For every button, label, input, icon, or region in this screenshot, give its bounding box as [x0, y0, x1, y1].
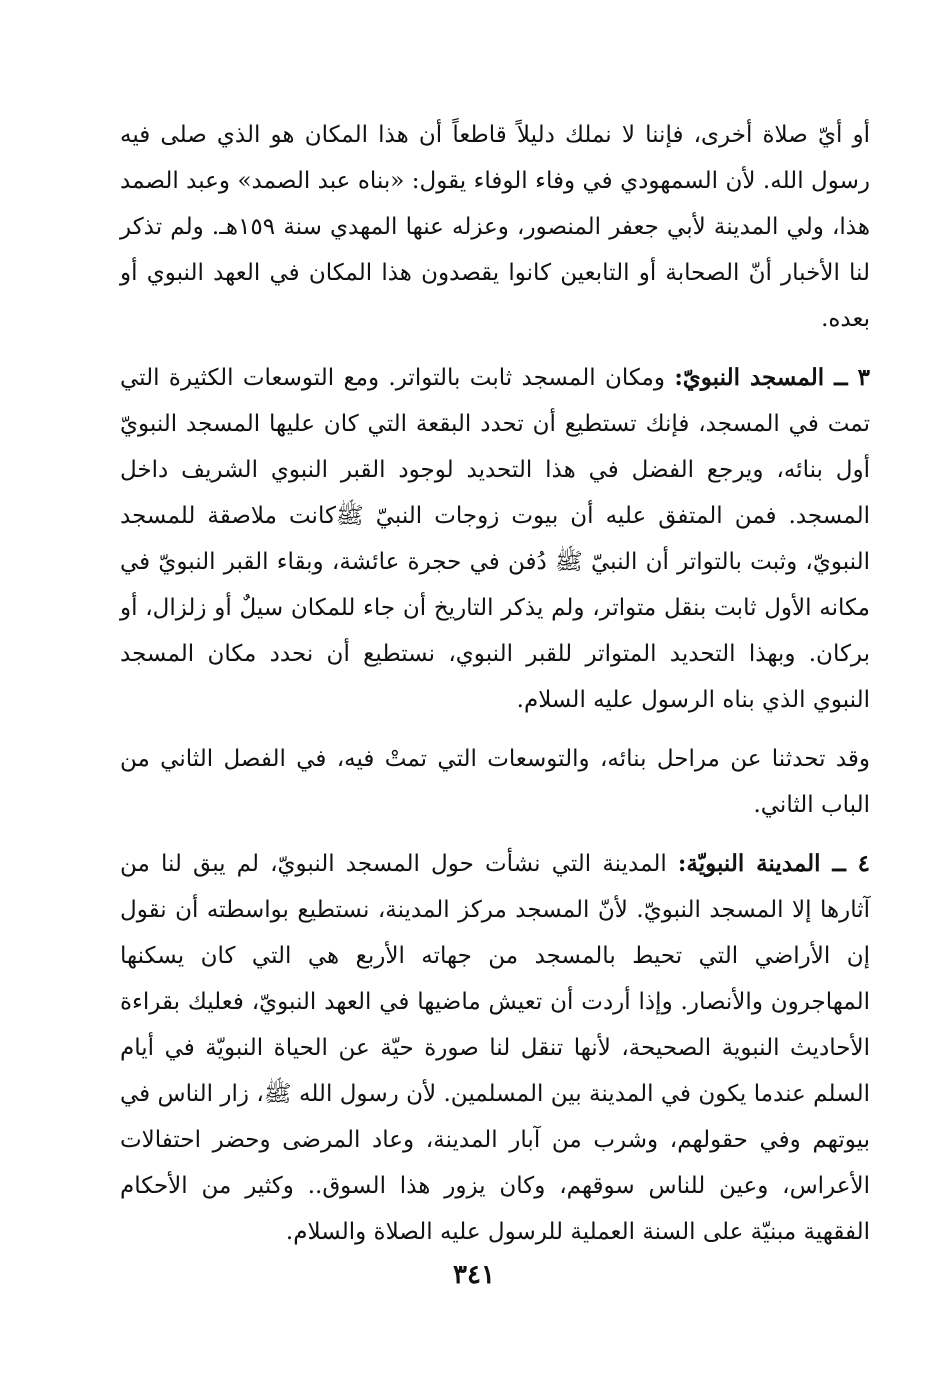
page-body	[120, 112, 870, 1255]
paragraph-4-text: المدينة التي نشأت حول المسجد النبويّ، لم يبق لنا من آثارها إلا المسجد النبويّ. لأنّ المسجد مركز المدينة، نستطيع بواسطته أن نقول إن الأراضي التي تحيط بالمسجد من جهاته الأربع هي التي كان يسكنها المهاجرون والأنصار. وإذا أردت أن تعيش ماضيها في العهد النبويّ، فعليك بقراءة الأحاديث النبوية الصحيحة، لأنها تنقل لنا صورة حيّة عن الحياة النبويّة في أيام السلم عندما يكون في المدينة بين المسلمين. لأن رسول الله ﷺ، زار الناس في بيوتهم وفي حقولهم، وشرب من آبار المدينة، وعاد المرضى وحضر احتفالات الأعراس، وعين للناس سوقهم، وكان يزور هذا السوق.. وكثير من الأحكام الفقهية مبنيّة على السنة العملية للرسول عليه الصلاة والسلام.	[120, 851, 870, 1245]
paragraph-1	[120, 112, 870, 342]
paragraph-3-text: وقد تحدثنا عن مراحل بنائه، والتوسعات التي تمتْ فيه، في الفصل الثاني من الباب الثاني.	[120, 746, 870, 818]
section-4-heading: ٤ ــ المدينة النبويّة:	[677, 850, 870, 877]
section-3-heading: ٣ ــ المسجد النبويّ:	[674, 364, 870, 391]
paragraph-4	[120, 841, 870, 1255]
paragraph-3	[120, 736, 870, 828]
paragraph-2	[120, 355, 870, 723]
paragraph-2-text: ومكان المسجد ثابت بالتواتر. ومع التوسعات الكثيرة التي تمت في المسجد، فإنك تستطيع أن تحدد البقعة التي كان عليها المسجد النبويّ أول بنائه، ويرجع الفضل في هذا التحديد لوجود القبر النبوي الشريف داخل المسجد. فمن المتفق عليه أن بيوت زوجات النبيّ ﷺكانت ملاصقة للمسجد النبويّ، وثبت بالتواتر أن النبيّ ﷺ دُفن في حجرة عائشة، وبقاء القبر النبويّ في مكانه الأول ثابت بنقل متواتر، ولم يذكر التاريخ أن جاء للمكان سيلٌ أو زلزال، أو بركان. وبهذا التحديد المتواتر للقبر النبوي، نستطيع أن نحدد مكان المسجد النبوي الذي بناه الرسول عليه السلام.	[120, 365, 870, 713]
page-number: ٣٤١	[453, 1260, 495, 1290]
paragraph-1-text: أو أيّ صلاة أخرى، فإننا لا نملك دليلاً قاطعاً أن هذا المكان هو الذي صلى فيه رسول الله. لأن السمهودي في وفاء الوفاء يقول: «بناه عبد الصمد» وعبد الصمد هذا، ولي المدينة لأبي جعفر المنصور، وعزله عنها المهدي سنة ١٥٩هـ. ولم تذكر لنا الأخبار أنّ الصحابة أو التابعين كانوا يقصدون هذا المكان في العهد النبوي أو بعده.	[120, 122, 870, 332]
